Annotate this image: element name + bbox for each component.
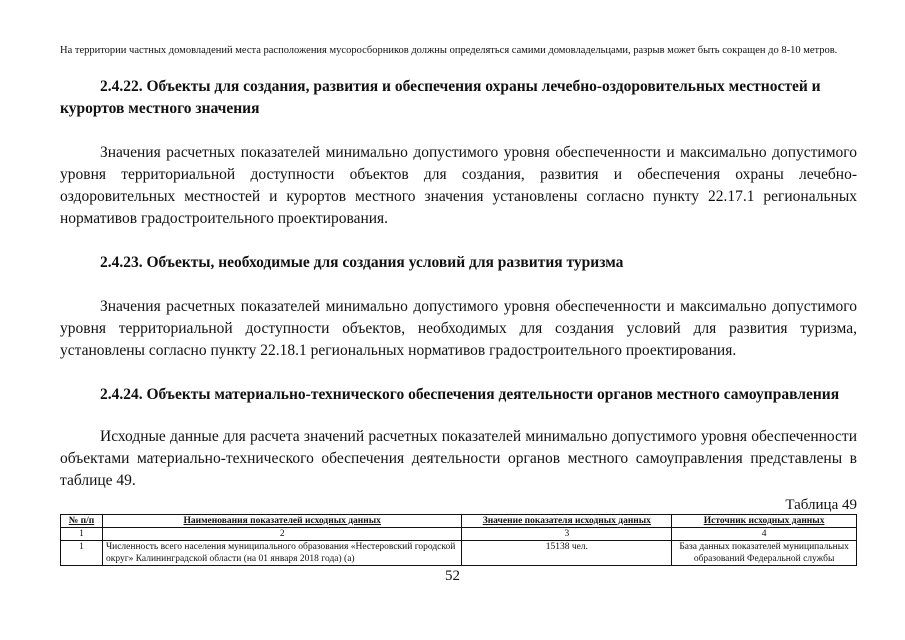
section-text-2-4-22: Значения расчетных показателей минимально допустимого уровня обеспеченности и максимально допустимого уровня территориальной доступности объектов для создания, развития и обеспечения охраны лечебно-оздоровительных местностей и курортов местного значения установлены согласно пункту 22.17.1 региональных нормативов градостроительного проектирования. xyxy=(60,144,857,227)
section-text-2-4-24: Исходные данные для расчета значений расчетных показателей минимально допустимого уровня обеспеченности объектами материально-технического обеспечения деятельности органов местного самоуправления представлены в таблице 49. xyxy=(60,428,857,489)
table-header-row xyxy=(61,515,857,528)
intro-note: На территории частных домовладений места расположения мусоросборников должны определяться самими домовладельцами, разрыв может быть сокращен до 8-10 метров. xyxy=(60,45,838,56)
table-cell: 1 xyxy=(61,528,103,541)
table-row xyxy=(61,541,857,566)
table-header: Наименования показателей исходных данных xyxy=(102,515,462,528)
page-number: 52 xyxy=(445,568,460,584)
section-heading-2-4-22: 2.4.22. Объекты для создания, развития и обеспечения охраны лечебно-оздоровительных местностей и курортов местного значения xyxy=(60,78,821,117)
table-cell: Численность всего населения муниципального образования «Нестеровский городской округ» Калининградской области (на 01 января 2018 года) (а) xyxy=(102,541,462,566)
table-header: Значение показателя исходных данных xyxy=(462,515,672,528)
table-cell: База данных показателей муниципальных образований Федеральной службы xyxy=(672,541,857,566)
table-cell: 3 xyxy=(462,528,672,541)
table-cell: 4 xyxy=(672,528,857,541)
table-caption: Таблица 49 xyxy=(785,497,857,513)
table-cell: 2 xyxy=(102,528,462,541)
section-heading-2-4-23: 2.4.23. Объекты, необходимые для создания условий для развития туризма xyxy=(100,254,624,271)
table-header: № п/п xyxy=(61,515,103,528)
section-text-2-4-23: Значения расчетных показателей минимально допустимого уровня обеспеченности и максимально допустимого уровня территориальной доступности объектов, необходимых для создания условий для развития туризма, установлены согласно пункту 22.18.1 региональных нормативов градостроительного проектирования. xyxy=(60,298,857,359)
data-table xyxy=(60,514,857,566)
table-cell: 1 xyxy=(61,541,103,566)
table-header: Источник исходных данных xyxy=(672,515,857,528)
section-heading-2-4-24: 2.4.24. Объекты материально-технического обеспечения деятельности органов местного самоуправления xyxy=(100,386,840,403)
table-cell: 15138 чел. xyxy=(462,541,672,566)
document-page xyxy=(60,44,857,566)
table-number-row xyxy=(61,528,857,541)
